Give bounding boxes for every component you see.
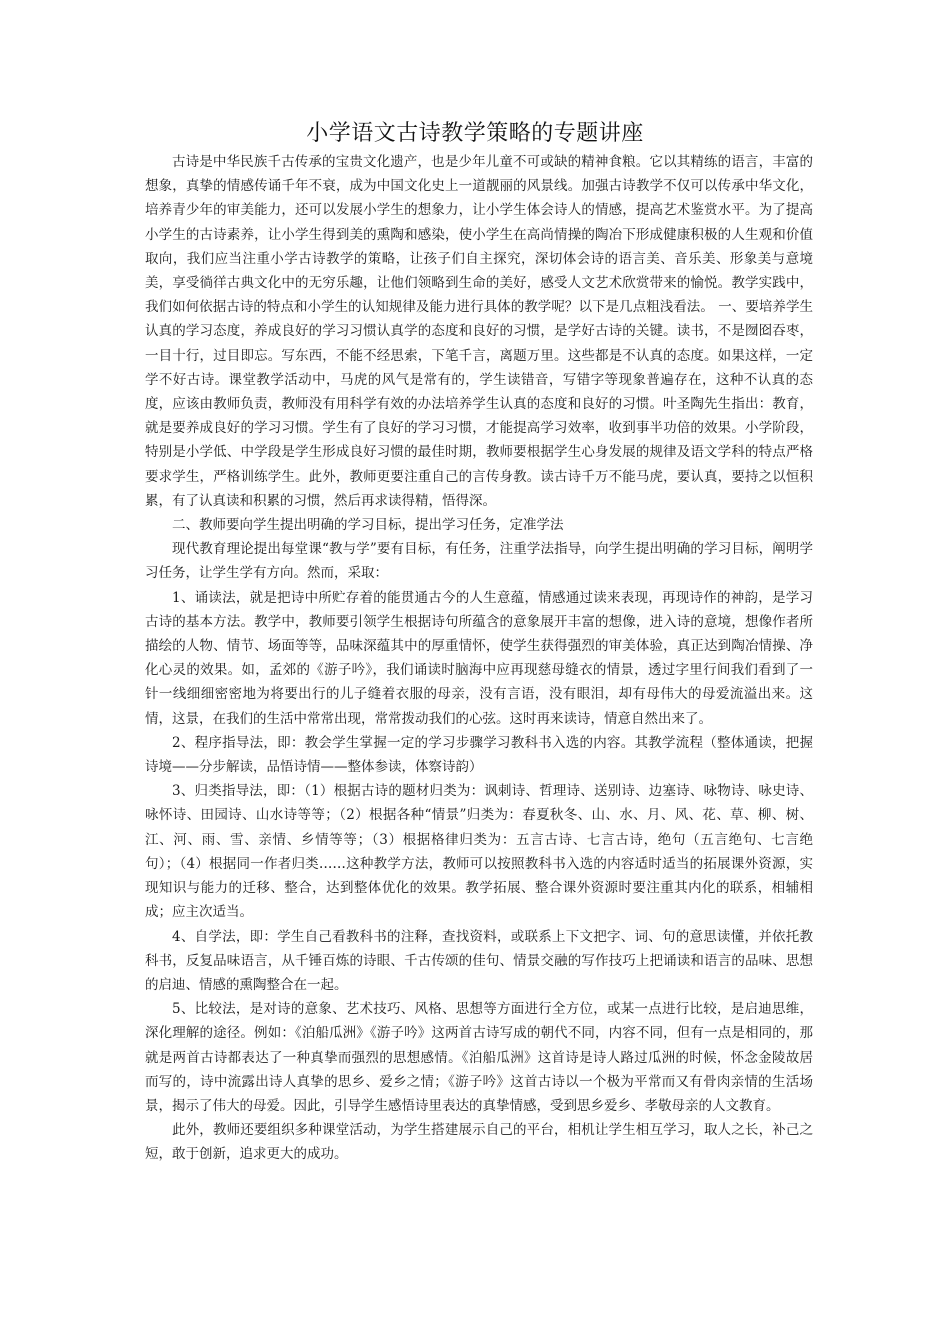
- document-body: [145, 150, 813, 1167]
- paragraph-method-self-study: 4、自学法，即：学生自己看教科书的注释，查找资料，或联系上下文把字、词、句的意思读懂，并依托教科书，反复品味语言，从千锤百炼的诗眼、千古传颂的佳句、情景交融的写作技巧上把诵读和语言的品味、思想的启迪、情感的熏陶整合在一起。: [145, 928, 813, 993]
- document-title: 小学语文古诗教学策略的专题讲座: [306, 121, 644, 146]
- paragraph-section-two-heading: 二、教师要向学生提出明确的学习目标，提出学习任务，定准学法: [172, 517, 564, 534]
- paragraph-intro: 古诗是中华民族千古传承的宝贵文化遗产，也是少年儿童不可或缺的精神食粮。它以其精练的语言，丰富的想象，真挚的情感传诵千年不衰，成为中国文化史上一道靓丽的风景线。加强古诗教学不仅可以传承中华文化，培养青少年的审美能力，还可以发展小学生的想象力，让小学生体会诗人的情感，提高艺术鉴赏水平。为了提高小学生的古诗素养，让小学生得到美的熏陶和感染，使小学生在高尚情操的陶冶下形成健康积极的人生观和价值取向，我们应当注重小学古诗教学的策略，让孩子们自主探究，深切体会诗的语言美、音乐美、形象美与意境美，享受徜徉古典文化中的无穷乐趣，让他们领略到生命的美好，感受人文艺术欣赏带来的愉悦。教学实践中，我们如何依据古诗的特点和小学生的认知规律及能力进行具体的教学呢？以下是几点粗浅看法。 一、要培养学生认真的学习态度，养成良好的学习习惯认真学的态度和良好的习惯，是学好古诗的关键。读书，不是囫囵吞枣，一目十行，过目即忘。写东西，不能不经思索，下笔千言，离题万里。这些都是不认真的态度。如果这样，一定学不好古诗。课堂教学活动中，马虎的风气是常有的，学生读错音，写错字等现象普遍存在，这种不认真的态度，应该由教师负责，教师没有用科学有效的办法培养学生认真的态度和良好的习惯。叶圣陶先生指出：教育，就是要养成良好的学习习惯。学生有了良好的学习习惯，才能提高学习效率，收到事半功倍的效果。小学阶段，特别是小学低、中学段是学生形成良好习惯的最佳时期，教师要根据学生心身发展的规律及语文学科的特点严格要求学生，严格训练学生。此外，教师更要注重自己的言传身教。读古诗千万不能马虎，要认真，要持之以恒积累，有了认真读和积累的习惯，然后再求读得精，悟得深。: [145, 154, 813, 509]
- paragraph-method-classification: 3、归类指导法，即：（1）根据古诗的题材归类为：讽刺诗、哲理诗、送别诗、边塞诗、咏物诗、咏史诗、咏怀诗、田园诗、山水诗等等；（2）根据各种“情景”归类为：春夏秋冬、山、水、月、风、花、草、柳、树、江、河、雨、雪、亲情、乡情等等；（3）根据格律归类为：五言古诗、七言古诗，绝句（五言绝句、七言绝句）；（4）根据同一作者归类……这种教学方法，教师可以按照教科书入选的内容适时适当的拓展课外资源，实现知识与能力的迁移、整合，达到整体优化的效果。教学拓展、整合课外资源时要注重其内化的联系，相辅相成；应主次适当。: [145, 783, 813, 921]
- paragraph-method-comparison: 5、比较法，是对诗的意象、艺术技巧、风格、思想等方面进行全方位，或某一点进行比较，是启迪思维，深化理解的途径。例如：《泊船瓜洲》《游子吟》这两首古诗写成的朝代不同，内容不同，但有一点是相同的，那就是两首古诗都表达了一种真挚而强烈的思想感情。《泊船瓜洲》这首诗是诗人路过瓜洲的时候，怀念金陵故居而写的，诗中流露出诗人真挚的思乡、爱乡之情；《游子吟》这首古诗以一个极为平常而又有骨肉亲情的生活场景，揭示了伟大的母爱。因此，引导学生感悟诗里表达的真挚情感，受到思乡爱乡、孝敬母亲的人文教育。: [145, 1001, 813, 1114]
- paragraph-conclusion: 此外，教师还要组织多种课堂活动，为学生搭建展示自己的平台，相机让学生相互学习，取人之长，补己之短，敢于创新，追求更大的成功。: [145, 1122, 813, 1163]
- paragraph-section-two-intro: 现代教育理论提出每堂课“教与学”要有目标，有任务，注重学法指导，向学生提出明确的学习目标，阐明学习任务，让学生学有方向。然而，采取：: [145, 541, 813, 582]
- paragraph-method-recitation: 1、诵读法，就是把诗中所贮存着的能贯通古今的人生意蕴，情感通过读来表现，再现诗作的神韵，是学习古诗的基本方法。教学中，教师要引领学生根据诗句所蕴含的意象展开丰富的想像，进入诗的意境，想像作者所描绘的人物、情节、场面等等，品味深蕴其中的厚重情怀，使学生获得强烈的审美体验，真正达到陶冶情操、净化心灵的效果。如，孟郊的《游子吟》，我们诵读时脑海中应再现慈母缝衣的情景，透过字里行间我们看到了一针一线细细密密地为将要出行的儿子缝着衣服的母亲，没有言语，没有眼泪，却有母伟大的母爱流溢出来。这情，这景，在我们的生活中常常出现，常常拨动我们的心弦。这时再来读诗，情意自然出来了。: [145, 589, 813, 727]
- paragraph-method-procedure: 2、程序指导法，即：教会学生掌握一定的学习步骤学习教科书入选的内容。其教学流程（整体通读，把握诗境——分步解读，品悟诗情——整体参读，体察诗韵）: [145, 734, 813, 776]
